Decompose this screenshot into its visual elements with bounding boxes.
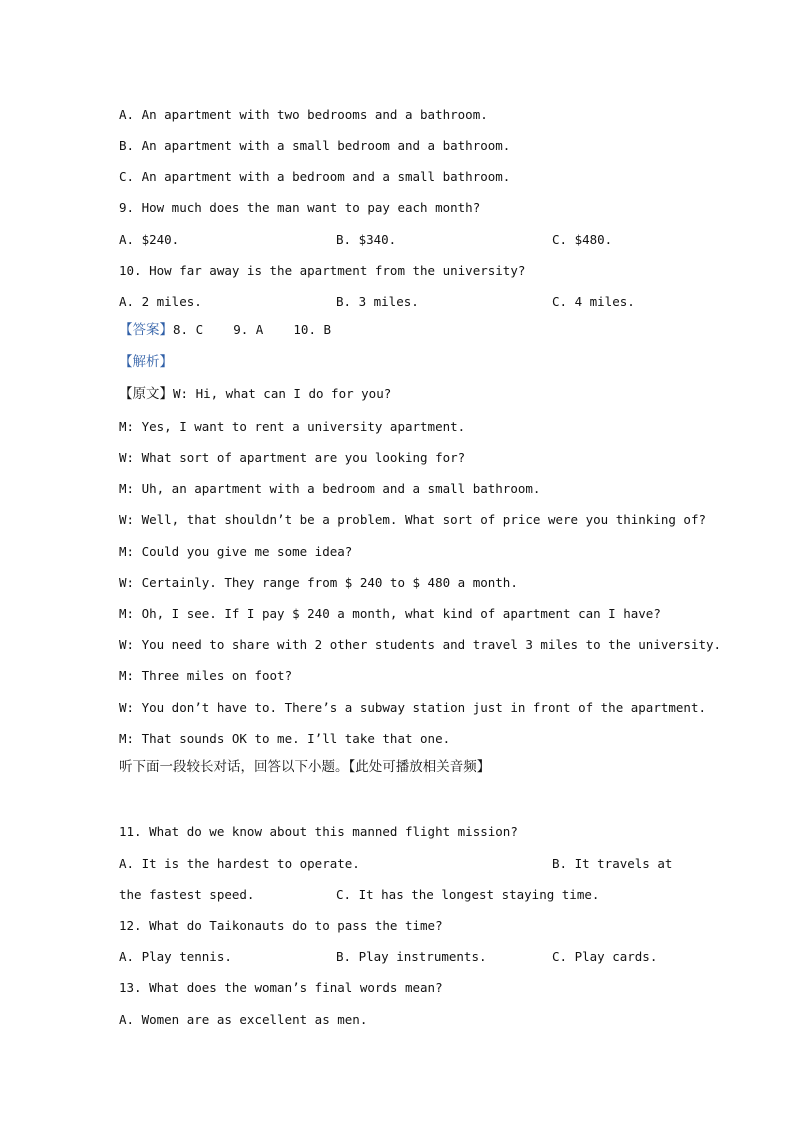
- q9-option-b: B. $340.: [336, 232, 397, 247]
- q9-option-c: C. $480.: [552, 232, 613, 247]
- q12-question: 12. What do Taikonauts do to pass the time?: [119, 918, 443, 933]
- q9-option-a: A. $240.: [119, 232, 180, 247]
- analysis-tag: 【解析】: [119, 354, 173, 370]
- q11-question: 11. What do we know about this manned flight mission?: [119, 824, 518, 839]
- transcript-line: W: You need to share with 2 other students and travel 3 miles to the university.: [119, 637, 722, 652]
- q12-option-c: C. Play cards.: [552, 949, 658, 964]
- analysis-line: [119, 354, 173, 370]
- transcript-first-line: [119, 386, 391, 402]
- transcript-line: M: Uh, an apartment with a bedroom and a small bathroom.: [119, 481, 541, 496]
- q12-option-a: A. Play tennis.: [119, 949, 232, 964]
- q10-option-a: A. 2 miles.: [119, 294, 202, 309]
- answer-tag: 【答案】: [119, 322, 173, 338]
- q10-question: 10. How far away is the apartment from the university?: [119, 263, 526, 278]
- transcript-line: W: Well, that shouldn’t be a problem. What sort of price were you thinking of?: [119, 512, 706, 527]
- section-instruction: 听下面一段较长对话，回答以下小题。【此处可播放相关音频】: [119, 759, 491, 775]
- transcript-line: W: What sort of apartment are you looking for?: [119, 450, 466, 465]
- transcript-tag: 【原文】: [119, 386, 173, 402]
- q10-option-c: C. 4 miles.: [552, 294, 635, 309]
- q11-option-a: A. It is the hardest to operate.: [119, 856, 360, 871]
- q11-option-b-part1: B. It travels at: [552, 856, 673, 871]
- q8-option-a: A. An apartment with two bedrooms and a bathroom.: [119, 107, 488, 122]
- q11-option-c: C. It has the longest staying time.: [336, 887, 600, 902]
- answer-line: [119, 322, 331, 338]
- answer-text: 8. C 9. A 10. B: [173, 322, 332, 337]
- transcript-line: W: You don’t have to. There’s a subway station just in front of the apartment.: [119, 700, 706, 715]
- q8-option-b: B. An apartment with a small bedroom and a bathroom.: [119, 138, 511, 153]
- transcript-line: M: Could you give me some idea?: [119, 544, 353, 559]
- q12-option-b: B. Play instruments.: [336, 949, 487, 964]
- q8-option-c: C. An apartment with a bedroom and a small bathroom.: [119, 169, 511, 184]
- q11-option-b-part2: the fastest speed.: [119, 887, 255, 902]
- q10-option-b: B. 3 miles.: [336, 294, 419, 309]
- q13-option-a: A. Women are as excellent as men.: [119, 1012, 368, 1027]
- transcript-line: M: Oh, I see. If I pay $ 240 a month, what kind of apartment can I have?: [119, 606, 661, 621]
- transcript-line: M: Yes, I want to rent a university apartment.: [119, 419, 466, 434]
- transcript-line: W: Certainly. They range from $ 240 to $ 480 a month.: [119, 575, 518, 590]
- q13-question: 13. What does the woman’s final words mean?: [119, 980, 443, 995]
- q9-question: 9. How much does the man want to pay each month?: [119, 200, 481, 215]
- transcript-first-text: W: Hi, what can I do for you?: [173, 386, 392, 401]
- transcript-line: M: Three miles on foot?: [119, 668, 293, 683]
- transcript-line: M: That sounds OK to me. I’ll take that one.: [119, 731, 451, 746]
